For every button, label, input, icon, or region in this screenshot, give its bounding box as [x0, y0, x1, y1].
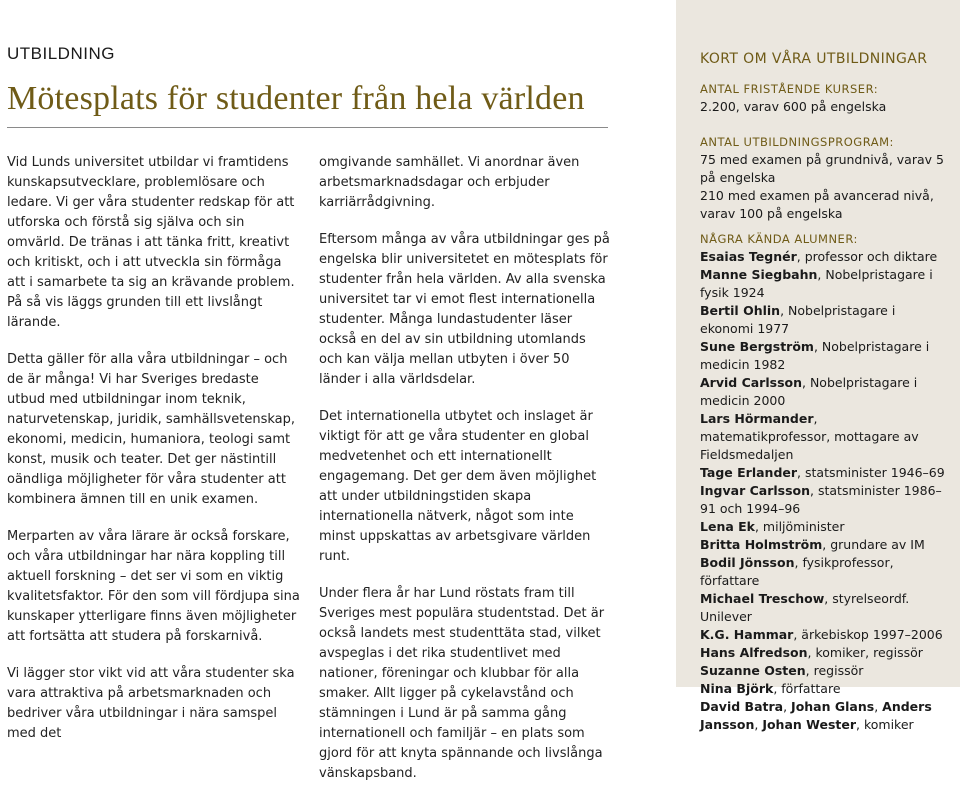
courses-label: ANTAL FRISTÅENDE KURSER:: [700, 82, 879, 96]
alumni-entry: David Batra, Johan Glans, Anders Jansson, Johan Wester, komiker: [700, 699, 932, 732]
alumni-entry: Suzanne Osten, regissör: [700, 663, 864, 678]
sidebar-title: KORT OM VÅRA UTBILDNINGAR: [700, 51, 928, 67]
alumni-entry: Lars Hörmander, matematikprofessor, mottagare av Fieldsmedaljen: [700, 411, 919, 462]
section-label: UTBILDNING: [7, 44, 115, 63]
alumni-entry: Esaias Tegnér, professor och diktare: [700, 249, 938, 264]
title-divider: [7, 127, 608, 128]
body-column-1: [7, 153, 300, 761]
alumni-entry: Bodil Jönsson, fysikprofessor, författare: [700, 555, 894, 588]
alumni-entry: Britta Holmström, grundare av IM: [700, 537, 925, 552]
paragraph: Vi lägger stor vikt vid att våra studenter ska vara attraktiva på arbetsmarknaden och bedriver våra utbildningar i nära samspel med det: [7, 666, 295, 741]
programs-block: [700, 133, 950, 223]
paragraph: Vid Lunds universitet utbildar vi framtidens kunskapsutvecklare, problemlösare och ledare. Vi ger våra studenter redskap för att utforska och förstå sig själva och sin omvärld. De tränas i att tänka fritt, kreativt och kritiskt, och i att utveckla sin förmåga att i samarbete ta sig an krävande problem. På så vis läggs grunden till ett livslångt lärande.: [7, 155, 295, 330]
alumni-entry: Arvid Carlsson, Nobelpristagare i medicin 2000: [700, 375, 918, 408]
paragraph: omgivande samhället. Vi anordnar även arbetsmarknadsdagar och erbjuder karriärrådgivning.: [319, 155, 580, 210]
paragraph: Detta gäller för alla våra utbildningar – och de är många! Vi har Sveriges bredaste utbud med utbildningar inom teknik, naturvetenskap, juridik, samhällsvetenskap, ekonomi, medicin, humaniora, teologi samt konst, musik och teater. Det ger nästintill oändliga möjligheter för våra studenter att kombinera ämnen till en unik examen.: [7, 352, 295, 507]
courses-block: [700, 80, 950, 116]
alumni-entry: Lena Ek, miljöminister: [700, 519, 845, 534]
body-column-2: [319, 153, 611, 801]
alumni-entry: Bertil Ohlin, Nobelpristagare i ekonomi 1977: [700, 303, 896, 336]
paragraph: Det internationella utbytet och inslaget är viktigt för att ge våra studenter en global medvetenhet och ett internationellt engagemang. Det ger dem även möjlighet att under utbildningstiden skapa internationella nätverk, något som inte minst uppskattas av arbetsgivare världen runt.: [319, 409, 597, 564]
alumni-entry: Ingvar Carlsson, statsminister 1986–91 och 1994–96: [700, 483, 942, 516]
page-title: Mötesplats för studenter från hela världen: [7, 80, 585, 117]
alumni-entry: Michael Treschow, styrelseordf. Unilever: [700, 591, 910, 624]
courses-value: 2.200, varav 600 på engelska: [700, 99, 887, 114]
alumni-entry: K.G. Hammar, ärkebiskop 1997–2006: [700, 627, 943, 642]
alumni-entry: Sune Bergström, Nobelpristagare i medicin 1982: [700, 339, 930, 372]
alumni-entry: Hans Alfredson, komiker, regissör: [700, 645, 923, 660]
paragraph: Eftersom många av våra utbildningar ges på engelska blir universitetet en mötesplats för studenter från hela världen. Av alla svenska universitet tar vi emot flest internationella studenter. Många lundastudenter läser också en del av sin utbildning utomlands och kan välja mellan utbyten i över 50 länder i alla världsdelar.: [319, 232, 610, 387]
paragraph: Under flera år har Lund röstats fram till Sveriges mest populära studentstad. Det är också landets mest studenttäta stad, vilket avspeglas i det rika studentlivet med nationer, föreningar och klubbar för alla smaker. Allt ligger på cykelavstånd och stämningen i Lund är på samma gång internationell och familjär – en plats som gjord för att knyta spännande och livslånga vänskapsband.: [319, 586, 605, 781]
programs-advanced: 210 med examen på avancerad nivå, varav 100 på engelska: [700, 188, 934, 221]
programs-label: ANTAL UTBILDNINGSPROGRAM:: [700, 135, 894, 149]
alumni-entry: Tage Erlander, statsminister 1946–69: [700, 465, 945, 480]
alumni-label: NÅGRA KÄNDA ALUMNER:: [700, 232, 858, 246]
paragraph: Merparten av våra lärare är också forskare, och våra utbildningar har nära koppling till aktuell forskning – det ser vi som en viktig kvalitetsfaktor. För den som vill fördjupa sina kunskaper ytterligare finns även möjligheter att fortsätta att studera på forskarnivå.: [7, 529, 300, 644]
alumni-block: [700, 230, 950, 734]
alumni-entry: Nina Björk, författare: [700, 681, 841, 696]
alumni-entry: Manne Siegbahn, Nobelpristagare i fysik 1924: [700, 267, 933, 300]
programs-undergrad: 75 med examen på grundnivå, varav 5 på engelska: [700, 152, 944, 185]
